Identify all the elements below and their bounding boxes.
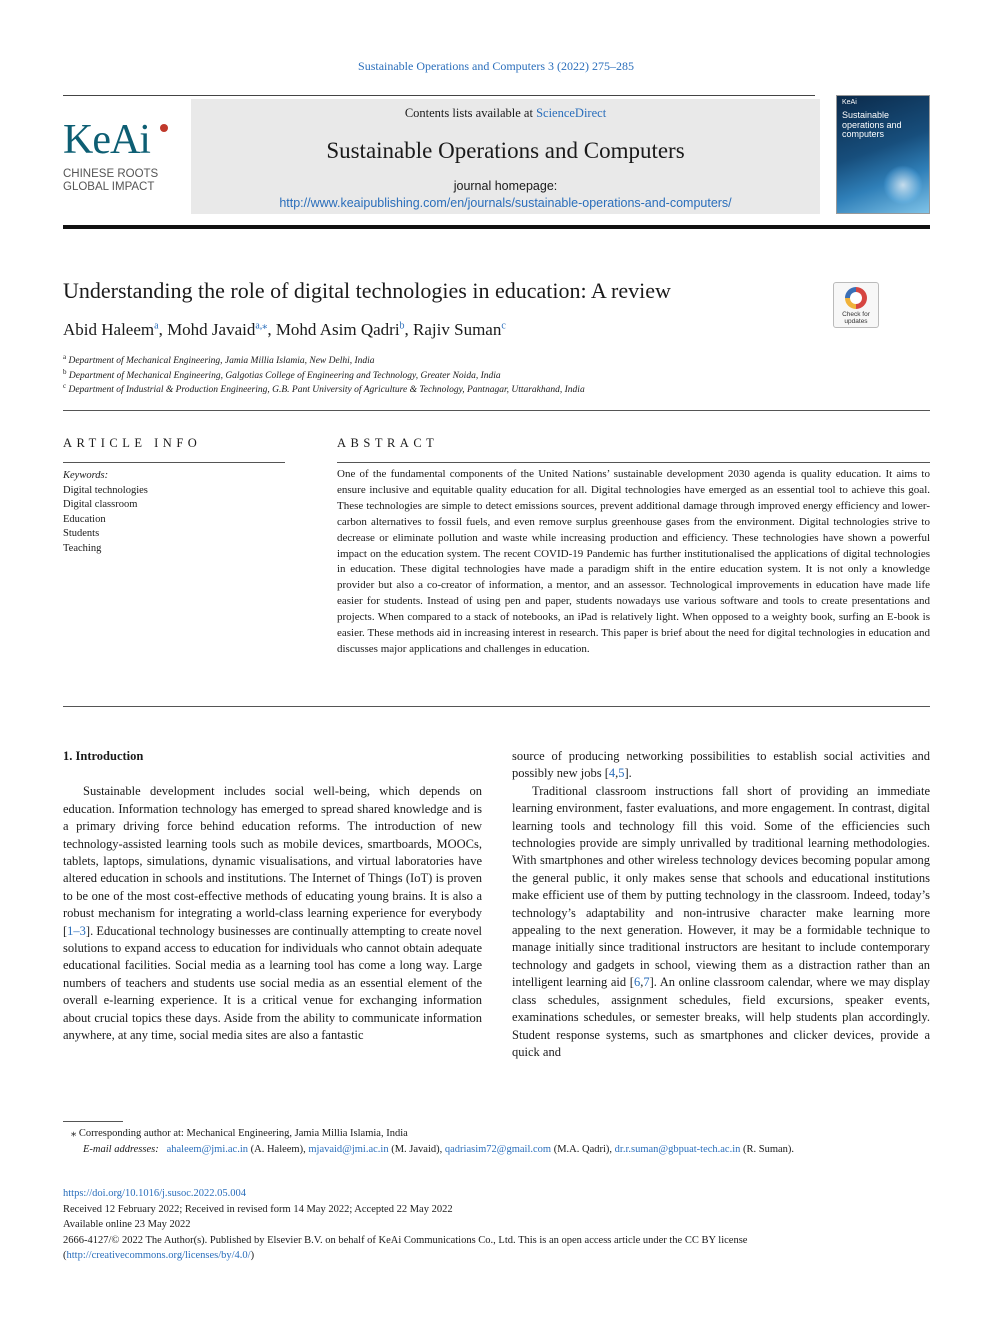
header-thick-rule [63,225,930,229]
body-right-column [512,748,930,1061]
citation-link[interactable]: 7 [643,975,650,990]
footnotes [63,1126,930,1158]
logo-wordmark: KeAi [63,117,150,163]
email-addresses: E-mail addresses: ahaleem@jmi.ac.in (A. Haleem), mjavaid@jmi.ac.in (M. Javaid), qadriasim72@gmail.com (M.A. Qadri), dr.r.suman@gbpuat-tech.ac.in (R. Suman). [83,1143,795,1155]
email-link[interactable]: ahaleem@jmi.ac.in [166,1143,248,1155]
logo-tagline-2: GLOBAL IMPACT [63,181,155,193]
abstract-text: One of the fundamental components of the United Nations’ sustainable development 2030 agenda is quality education. It aims to ensure inclusive and equitable quality education for all. Digital technologies have emerged as an essential tool to achieve this goal. These technologies are simple to detect emissions sources, prevent additional damage through improved energy efficiency and lower-carbon alternatives to fossil fuels, and even remove surplus greenhouse gases from the environment. Digital technologies strive to decrease or eliminate pollution and waste while increasing production and efficiency. These technologies have shown a powerful impact on the education system. The recent COVID-19 Pandemic has further institutionalised the applications of digital technologies in education. These digital technologies have made a paradigm shift in the entire education system. It is not only a knowledge provider but also a co-creator of information, a mentor, and an assessor. Technological improvements in education have made life easier for students. Instead of using pen and paper, students nowadays use various software and tools to create presentations and projects. When compared to a stack of notebooks, an iPad is relatively light. When opposed to a weighty book, surfing an E-book is easier. These methods aid in increasing interest in research. This paper is brief about the need for digital technologies in education and discusses major applications and challenges in education. [337,468,930,655]
body-paragraph: Sustainable development includes social well-being, which depends on education. Information technology has emerged to spread shared knowledge and is a primary driving force behind education reforms. The introduction of new technology-assisted learning tools such as mobile devices, smartboards, MOOCs, tablets, laptops, simulations, dynamic visualisations, and virtual laboratories have altered education in schools and institutions. The Internet of Things (IoT) is proven to be one of the most cost-effective methods of educating young brains. It is also a robust mechanism for integrating a world-class learning experience for everybody [1–3]. Educational technology businesses are continually attempting to create novel solutions to expand access to education for individuals who cannot obtain adequate educational facilities. Social media as a learning tool has come a long way. Large numbers of teachers and students use social media as an essential element of the overall e-learning experience. It is a critical venue for exchanging information about crucial topics these days. Aside from the ability to communicate information anywhere, at any time, social media sites are also a fantastic [63,784,482,1043]
body-paragraph: source of producing networking possibilities to establish social activities and possibly new jobs [4,5]. [512,749,930,781]
abstract-heading: ABSTRACT [337,436,439,450]
abstract-rule [337,462,930,463]
contents-line: Contents lists available at ScienceDirect [404,106,607,120]
keywords-label: Keywords: [63,470,109,481]
author-affil-marker[interactable]: a [154,320,159,332]
article-info-rule [63,462,285,463]
check-for-updates-label: Check for updates [842,311,870,325]
body-left-column [63,748,482,1045]
check-for-updates-button[interactable] [833,282,879,328]
keywords-list [63,469,148,556]
cover-title: Sustainable operations and computers [842,110,902,139]
footnote-rule [63,1121,123,1122]
abstract-divider [63,706,930,707]
author-name[interactable]: Abid Haleem [63,320,155,339]
keyword-item: Digital technologies [63,484,148,496]
license-link[interactable]: http://creativecommons.org/licenses/by/4.0/ [66,1250,251,1262]
publisher-logo [63,118,173,194]
keyword-item: Digital classroom [63,499,138,510]
journal-title: Sustainable Operations and Computers [326,138,685,163]
crossmark-icon [845,287,867,309]
paper-title: Understanding the role of digital technologies in education: A review [63,278,671,303]
author-name[interactable]: Rajiv Suman [413,320,502,339]
affiliation-b: $^b$ Department of Mechanical Engineering, Galgotias College of Engineering and Technology, Greater Noida, India [63,368,501,382]
corresponding-author-note: ⁎ Corresponding author at: Mechanical Engineering, Jamia Millia Islamia, India [71,1128,408,1139]
email-link[interactable]: mjavaid@jmi.ac.in [308,1143,389,1155]
author-affil-marker[interactable]: a,⁎ [255,320,268,332]
email-link[interactable]: dr.r.suman@gbpuat-tech.ac.in [614,1143,741,1155]
author-name[interactable]: Mohd Javaid [167,320,256,339]
publication-info [63,1186,930,1264]
affiliation-a: $^a$ Department of Mechanical Engineering, Jamia Millia Islamia, New Delhi, India [63,353,375,367]
header-divider [63,95,815,96]
affiliation-divider [63,410,930,411]
body-paragraph: Traditional classroom instructions fall short of providing an immediate learning environment, faster evaluations, and more engagement. In contrast, digital learning tools and technology fill this void. Some of the efficiencies such technologies provide are simply unrivalled by traditional learning methodologies. With smartphones and other wireless technology devices becoming popular among the general public, it only makes sense that schools and educational institutions make efficient use of them by putting technology in the classroom. Indeed, today’s technology’s adaptability and non-intrusive character make learning more appealing to the next generation. However, it may be a formidable technique to manage initially since traditional instructors are hesitant to include contemporary technology and gadgets in school, viewing them as a distraction rather than an intelligent learning aid [6,7]. An online classroom calendar, where we may display class schedules, assignment schedules, field excursions, speaker events, examinations schedules, or semester breaks, will help students plan accordingly. Student response systems, such as smartphones and clicker devices, provide a quick and [512,783,931,1059]
article-info-heading: ARTICLE INFO [63,436,202,450]
author-affil-marker[interactable]: c [501,320,506,332]
email-link[interactable]: qadriasim72@gmail.com [444,1143,552,1155]
affiliation-c: $^c$ Department of Industrial & Production Engineering, G.B. Pant University of Agriculture & Technology, Pantnagar, Uttarakhand, India [63,382,585,396]
section-heading-introduction: 1. Introduction [63,749,144,763]
received-dates: Received 12 February 2022; Received in revised form 14 May 2022; Accepted 22 May 2022 [63,1203,453,1215]
author-list: Abid Haleem$^a$, Mohd Javaid$^{a,⁎}$, Mohd Asim Qadri$^b$, Rajiv Suman$^c$ [63,320,506,339]
doi-link[interactable]: https://doi.org/10.1016/j.susoc.2022.05.004 [63,1188,246,1199]
cover-brand: KeAi [842,99,857,106]
homepage-url-wrap [191,196,820,210]
cover-graphic [883,165,923,205]
citation-link[interactable]: 5 [618,766,625,781]
journal-citation[interactable]: Sustainable Operations and Computers 3 (2022) 275–285 [358,59,634,73]
keyword-item: Students [63,528,100,539]
author-name[interactable]: Mohd Asim Qadri [275,320,400,339]
keyword-item: Teaching [63,542,102,554]
journal-homepage-link[interactable]: http://www.keaipublishing.com/en/journals/sustainable-operations-and-computers/ [279,196,732,210]
sciencedirect-link[interactable]: ScienceDirect [536,106,607,120]
journal-cover-image[interactable] [836,95,930,214]
license-statement: 2666-4127/© 2022 The Author(s). Published by Elsevier B.V. on behalf of KeAi Communications Co., Ltd. This is an open access article under the CC BY license (http://creativecommons.org/licenses/by/4.0/) [63,1234,748,1262]
citation-link[interactable]: 1–3 [67,923,86,938]
author-affil-marker[interactable]: b [399,320,405,332]
available-online-date: Available online 23 May 2022 [63,1219,191,1231]
citation-link[interactable]: 6 [633,975,641,990]
logo-tagline-1: CHINESE ROOTS [63,168,159,180]
logo-dot-icon [160,124,168,132]
keyword-item: Education [63,513,106,525]
citation-link[interactable]: 4 [608,766,616,781]
homepage-label: journal homepage: [453,179,558,193]
